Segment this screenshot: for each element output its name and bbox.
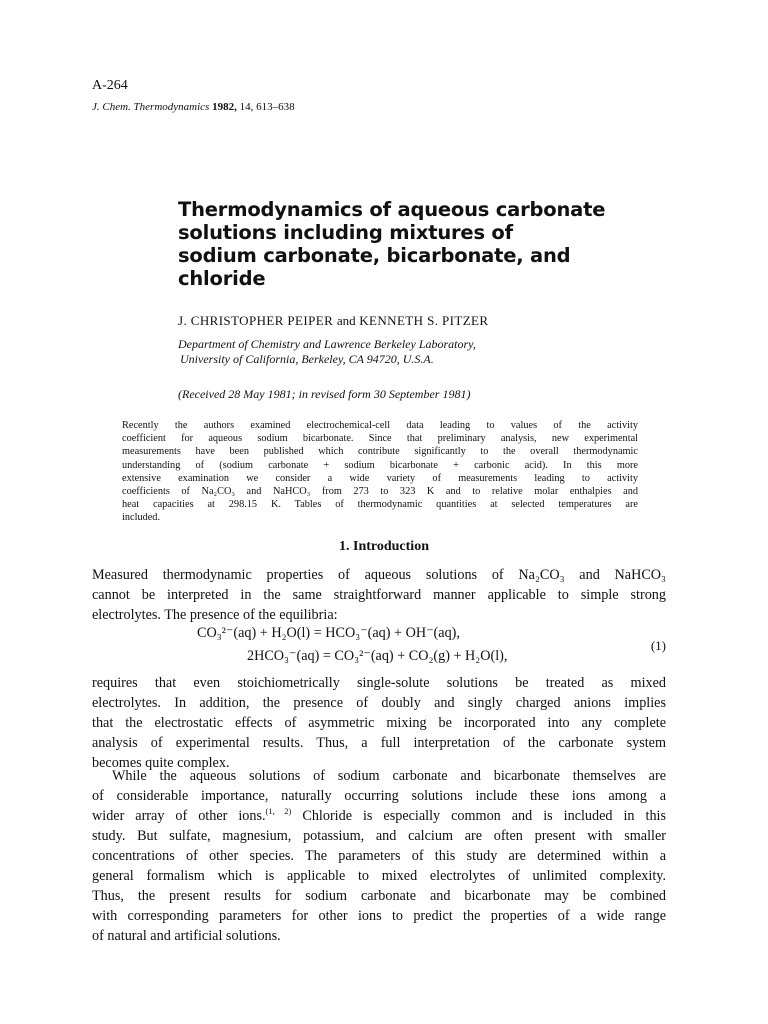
paragraph-fragment: Chloride is especially common and is included in this (302, 808, 666, 824)
paragraph-line: of natural and artificial solutions. (92, 928, 281, 944)
paragraph-line: cannot be interpreted in the same straightforward manner applicable to simple strong (92, 587, 666, 603)
abstract-line: understanding of (sodium carbonate + sodium bicarbonate + carbonic acid). In this more (122, 459, 638, 471)
page-identifier: A-264 (92, 78, 128, 93)
paragraph-line: becomes quite complex. (92, 755, 230, 771)
section-heading: 1. Introduction (339, 539, 429, 554)
paragraph-line: that the electrostatic effects of asymmetric mixing be incorporated into any complete (92, 715, 666, 731)
journal-name: J. Chem. Thermodynamics (92, 101, 210, 113)
title-line: chloride (178, 267, 266, 290)
paragraph-line: general formalism which is applicable to mixed electrolytes of unlimited complexity. (92, 868, 666, 884)
affiliation-line: Department of Chemistry and Lawrence Berkeley Laboratory, (178, 337, 476, 351)
abstract-line: measurements have been published which contribute significantly to the overall thermodynamic (122, 446, 638, 458)
author-name: J. CHRISTOPHER PEIPER (178, 313, 334, 328)
journal-volume-pages: 14, 613–638 (239, 101, 295, 113)
author-list (178, 313, 488, 329)
equation-block (92, 624, 666, 672)
body-paragraph (92, 565, 666, 625)
paragraph-line: with corresponding parameters for other ions to predict the properties of a wide range (92, 908, 666, 924)
abstract (122, 419, 638, 525)
author-conjunction: and (336, 313, 356, 328)
abstract-line: Recently the authors examined electrochemical-cell data leading to values of the activity (122, 420, 638, 431)
paragraph-line: study. But sulfate, magnesium, potassium, and calcium are often present with smaller (92, 828, 666, 844)
body-paragraph (92, 766, 666, 946)
journal-citation (92, 101, 295, 113)
paragraph-line: electrolytes. The presence of the equilibria: (92, 607, 338, 623)
author-name: KENNETH S. PITZER (359, 313, 489, 328)
affiliation (178, 337, 476, 367)
paragraph-line (92, 806, 666, 826)
journal-year: 1982, (212, 101, 237, 113)
paragraph-line: concentrations of other species. The parameters of this study are determined within a (92, 848, 666, 864)
paragraph-line: Measured thermodynamic properties of aqueous solutions of Na₂CO₃ and NaHCO₃ (92, 567, 666, 583)
abstract-line: coefficient for aqueous sodium bicarbonate. Since that preliminary analysis, new experimental (122, 433, 638, 445)
equation-line: CO₃²⁻(aq) + H₂O(l) = HCO₃⁻(aq) + OH⁻(aq), (197, 625, 460, 641)
paragraph-fragment: wider array of other ions. (92, 808, 266, 824)
received-dates: (Received 28 May 1981; in revised form 30 September 1981) (178, 387, 471, 401)
paragraph-line: Thus, the present results for sodium carbonate and bicarbonate may be combined (92, 888, 666, 904)
paragraph-line: While the aqueous solutions of sodium carbonate and bicarbonate themselves are (112, 768, 666, 784)
article-title (178, 198, 658, 290)
paragraph-line: of considerable importance, naturally occurring solutions include these ions among a (92, 788, 666, 804)
abstract-line: heat capacities at 298.15 K. Tables of thermodynamic quantities at selected temperatures are (122, 499, 638, 511)
abstract-line: extensive examination we consider a wide variety of measurements leading to activity (122, 472, 638, 484)
paragraph-line: electrolytes. In addition, the presence of doubly and singly charged anions implies (92, 695, 666, 711)
affiliation-line: University of California, Berkeley, CA 94720, U.S.A. (180, 352, 434, 366)
citation-reference[interactable]: (1, 2) (265, 806, 292, 816)
abstract-line: coefficients of Na₂CO₃ and NaHCO₃ from 273 to 323 K and to relative molar enthalpies and (122, 486, 638, 498)
title-line: Thermodynamics of aqueous carbonate (178, 198, 606, 221)
title-line: sodium carbonate, bicarbonate, and (178, 244, 571, 267)
paragraph-line: requires that even stoichiometrically single-solute solutions be treated as mixed (92, 675, 666, 691)
abstract-line: included. (122, 512, 161, 524)
equation-line: 2HCO₃⁻(aq) = CO₃²⁻(aq) + CO₂(g) + H₂O(l), (247, 648, 508, 664)
body-paragraph (92, 673, 666, 773)
paragraph-line: analysis of experimental results. Thus, a full interpretation of the carbonate system (92, 735, 666, 751)
title-line: solutions including mixtures of (178, 221, 513, 244)
equation-number: (1) (650, 638, 666, 653)
